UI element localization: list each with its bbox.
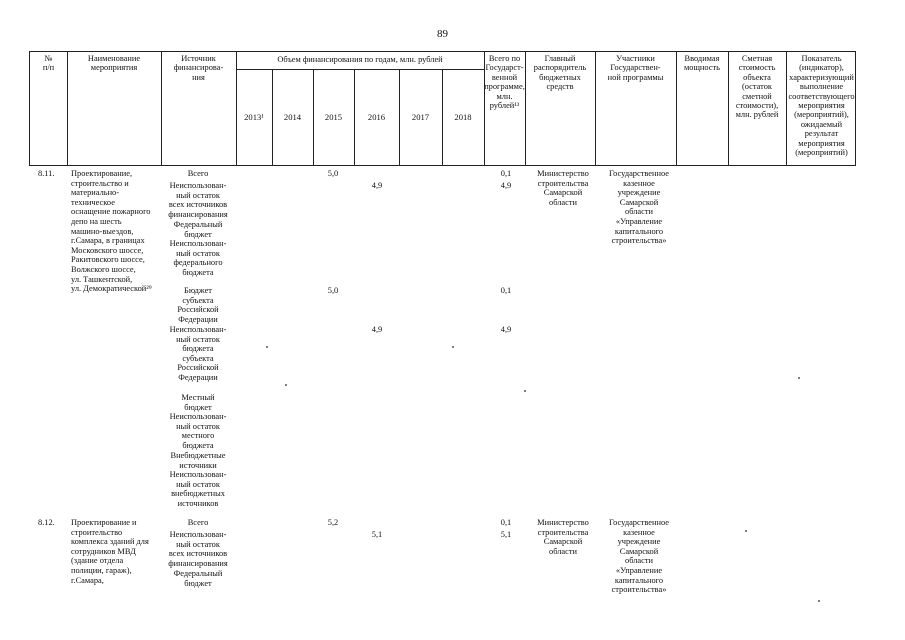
value-total-unused: 4,9: [500, 181, 512, 190]
row-name: Проектирование и строительство комплекса зданий для сотрудников МВД (здание отдела полиции, гараж), г.Самара,: [71, 518, 149, 585]
header-col-source: Источник финансирова- ния: [173, 54, 224, 82]
distributor: Министерство строительства Самарской области: [537, 169, 589, 207]
distributor: Министерство строительства Самарской области: [537, 518, 589, 556]
page-number: 89: [437, 28, 448, 40]
source-local: Местный бюджет: [181, 393, 215, 412]
value-total-region-unused: 4,9: [500, 325, 512, 334]
scan-speck: [798, 377, 800, 379]
header-col-funding: Объем финансирования по годам, млн. рублей: [277, 55, 443, 64]
source-federal: Федеральный бюджет: [173, 220, 223, 239]
source-unused-federal: Неиспользован- ный остаток федерального бюджета: [169, 239, 227, 277]
header-col-distributor: Главный распорядитель бюджетных средств: [533, 54, 587, 92]
scan-speck: [266, 346, 268, 348]
participants: Государственное казенное учреждение Самарской области «Управление капитального строительства»: [609, 518, 669, 595]
row-number: 8.11.: [38, 169, 55, 178]
value-total-all: 0,1: [500, 169, 512, 178]
source-unused-all: Неиспользован- ный остаток всех источников финансирования: [168, 530, 228, 568]
header-year-2015: 2015: [324, 112, 343, 122]
value-2015-total: 5,0: [327, 169, 339, 178]
header-col-estimate: Сметная стоимость объекта (остаток сметной стоимости), млн. рублей: [735, 54, 779, 120]
header-year-2017: 2017: [411, 112, 430, 122]
value-total-region: 0,1: [500, 286, 512, 295]
value-2016-unused: 5,1: [371, 530, 383, 539]
table-header: [29, 51, 856, 166]
scan-speck: [745, 530, 747, 532]
source-federal: Федеральный бюджет: [173, 569, 223, 588]
value-total-unused: 5,1: [500, 530, 512, 539]
header-year-2018: 2018: [454, 112, 472, 122]
source-unused-extrabudget: Неиспользован- ный остаток внебюджетных источников: [169, 470, 227, 508]
participants: Государственное казенное учреждение Самарской области «Управление капитального строительства»: [609, 169, 669, 246]
value-2016-region-unused: 4,9: [371, 325, 383, 334]
value-total-all: 0,1: [500, 518, 512, 527]
header-year-2013: 2013¹: [244, 112, 264, 122]
scan-speck: [818, 600, 820, 602]
header-year-2016: 2016: [367, 112, 386, 122]
header-col-indicator: Показатель (индикатор), характеризующий выполнение соответствующего мероприятия (мероприятий), ожидаемый результат мероприятия (мероприятий): [788, 54, 855, 158]
source-region: Бюджет субъекта Российской Федерации: [177, 286, 219, 324]
header-year-2014: 2014: [283, 112, 302, 122]
header-col-participants: Участники Государствен- ной программы: [607, 54, 664, 82]
scan-speck: [452, 346, 454, 348]
value-2016-unused: 4,9: [371, 181, 383, 190]
scan-speck: [524, 390, 526, 392]
source-extrabudget: Внебюджетные источники: [170, 451, 226, 470]
source-unused-region: Неиспользован- ный остаток бюджета субъекта Российской Федерации: [169, 325, 227, 382]
row-number: 8.12.: [38, 518, 55, 527]
row-name: Проектирование, строительство и материально- техническое оснащение пожарного депо на шесть машино-выездов, г.Самара, в границах Московского шоссе, Ракитовского шоссе, Волжского шоссе, ул. Ташкентской, ул. Демократической²⁹: [71, 169, 152, 294]
header-col-num: № п/п: [42, 54, 55, 73]
scan-speck: [285, 384, 287, 386]
value-2015-total: 5,2: [327, 518, 339, 527]
value-2015-region: 5,0: [327, 286, 339, 295]
source-unused-all: Неиспользован- ный остаток всех источников финансирования: [168, 181, 228, 219]
header-col-capacity: Вводимая мощность: [683, 54, 720, 73]
header-col-total: Всего по Государст- венной программе, млн. рублей¹³: [484, 54, 525, 111]
header-col-name: Наименование мероприятия: [87, 54, 141, 73]
source-total: Всего: [187, 518, 209, 527]
source-total: Всего: [187, 169, 209, 178]
source-unused-local: Неиспользован- ный остаток местного бюджета: [169, 412, 227, 450]
